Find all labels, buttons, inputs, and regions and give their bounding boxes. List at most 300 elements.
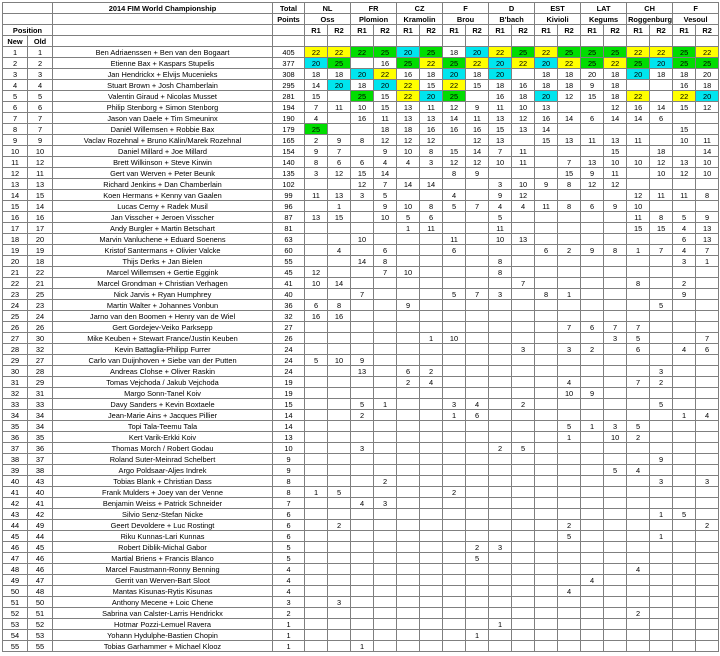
race-points bbox=[604, 289, 627, 300]
race-points bbox=[351, 553, 374, 564]
race-points: 8 bbox=[374, 256, 397, 267]
standing-row bbox=[3, 509, 719, 520]
race-points bbox=[420, 465, 443, 476]
race-points bbox=[673, 498, 696, 509]
race-points bbox=[351, 520, 374, 531]
race-points bbox=[397, 432, 420, 443]
team-name: Mantas Kisunas-Rytis Kisunas bbox=[53, 586, 273, 597]
total-points: 102 bbox=[273, 179, 305, 190]
race-points bbox=[443, 619, 466, 630]
race-points bbox=[489, 311, 512, 322]
header-blank bbox=[273, 25, 305, 36]
race-points bbox=[627, 641, 650, 652]
race-points bbox=[581, 476, 604, 487]
position-new: 6 bbox=[3, 102, 28, 113]
race-points bbox=[627, 410, 650, 421]
race-points bbox=[558, 102, 581, 113]
race-points bbox=[650, 498, 673, 509]
race-points: 22 bbox=[604, 58, 627, 69]
race-points bbox=[627, 124, 650, 135]
standing-row bbox=[3, 278, 719, 289]
race-points bbox=[466, 465, 489, 476]
race-points bbox=[627, 553, 650, 564]
race-points bbox=[489, 366, 512, 377]
race-points bbox=[489, 630, 512, 641]
race-points bbox=[351, 322, 374, 333]
race-points bbox=[535, 520, 558, 531]
race-points bbox=[466, 256, 489, 267]
race-points bbox=[558, 597, 581, 608]
race-points bbox=[512, 245, 535, 256]
position-new: 1 bbox=[3, 47, 28, 58]
position-new: 18 bbox=[3, 234, 28, 245]
race-points: 13 bbox=[328, 190, 351, 201]
race-points bbox=[305, 201, 328, 212]
race-points bbox=[397, 311, 420, 322]
race-points bbox=[328, 410, 351, 421]
position-new: 10 bbox=[3, 146, 28, 157]
team-name: Philip Stenborg + Simon Stenborg bbox=[53, 102, 273, 113]
race-points: 10 bbox=[397, 267, 420, 278]
race-points: 14 bbox=[696, 146, 719, 157]
total-points: 7 bbox=[273, 498, 305, 509]
race-points: 13 bbox=[696, 234, 719, 245]
race-points: 18 bbox=[650, 146, 673, 157]
team-name: Geert Devoldere + Luc Rostingt bbox=[53, 520, 273, 531]
race-points bbox=[512, 564, 535, 575]
race-points: 2 bbox=[305, 135, 328, 146]
race-points bbox=[650, 124, 673, 135]
race-points: 14 bbox=[604, 113, 627, 124]
race-points bbox=[374, 311, 397, 322]
race-points: 18 bbox=[466, 69, 489, 80]
header-row-4 bbox=[3, 36, 719, 47]
race-points: 3 bbox=[650, 366, 673, 377]
race-points bbox=[673, 542, 696, 553]
position-old: 55 bbox=[28, 641, 53, 652]
race-points: 7 bbox=[696, 333, 719, 344]
position-old: 18 bbox=[28, 256, 53, 267]
race-points: 10 bbox=[305, 278, 328, 289]
race-points bbox=[696, 597, 719, 608]
race-points: 9 bbox=[489, 190, 512, 201]
race-points bbox=[512, 487, 535, 498]
position-old: 20 bbox=[28, 234, 53, 245]
race-points bbox=[374, 597, 397, 608]
race-points bbox=[535, 553, 558, 564]
race-points: 2 bbox=[374, 476, 397, 487]
race-points bbox=[604, 377, 627, 388]
race-points: 22 bbox=[673, 91, 696, 102]
race-points bbox=[581, 487, 604, 498]
race-points bbox=[328, 399, 351, 410]
total-points: 10 bbox=[273, 443, 305, 454]
race-points bbox=[305, 509, 328, 520]
race-points bbox=[581, 531, 604, 542]
race-points bbox=[305, 630, 328, 641]
race-points: 10 bbox=[558, 388, 581, 399]
race-points bbox=[466, 564, 489, 575]
race-points bbox=[397, 619, 420, 630]
race-points: 11 bbox=[673, 190, 696, 201]
race-points: 1 bbox=[650, 531, 673, 542]
race-points bbox=[696, 641, 719, 652]
race-points bbox=[328, 179, 351, 190]
race-points bbox=[489, 278, 512, 289]
race-points bbox=[305, 597, 328, 608]
total-points: 4 bbox=[273, 586, 305, 597]
race-points bbox=[581, 619, 604, 630]
race-points: 13 bbox=[489, 113, 512, 124]
race-points bbox=[466, 366, 489, 377]
standing-row bbox=[3, 410, 719, 421]
team-name: Etienne Bax + Kaspars Stupelis bbox=[53, 58, 273, 69]
race-points: 3 bbox=[305, 168, 328, 179]
race-points bbox=[627, 399, 650, 410]
race-points bbox=[305, 432, 328, 443]
team-name: Tobias Blank + Christian Dass bbox=[53, 476, 273, 487]
race-points bbox=[581, 256, 604, 267]
standing-row bbox=[3, 135, 719, 146]
team-name: Hotmar Pozzi-Lemuel Ravera bbox=[53, 619, 273, 630]
race-points bbox=[443, 311, 466, 322]
race-points bbox=[351, 245, 374, 256]
race-points: 3 bbox=[351, 443, 374, 454]
race-points bbox=[581, 443, 604, 454]
race-points bbox=[466, 245, 489, 256]
race-points bbox=[351, 586, 374, 597]
race-points bbox=[627, 179, 650, 190]
position-old: 11 bbox=[28, 168, 53, 179]
race-points: 13 bbox=[673, 157, 696, 168]
race-points bbox=[673, 421, 696, 432]
race-points bbox=[443, 377, 466, 388]
race-points: 2 bbox=[328, 520, 351, 531]
race-points: 6 bbox=[420, 212, 443, 223]
race-points: 12 bbox=[305, 267, 328, 278]
race-points bbox=[489, 487, 512, 498]
race-points: 10 bbox=[328, 355, 351, 366]
race-points bbox=[489, 432, 512, 443]
race-points bbox=[696, 289, 719, 300]
race-points: 5 bbox=[650, 300, 673, 311]
race-points bbox=[397, 355, 420, 366]
race-points bbox=[420, 509, 443, 520]
race-points bbox=[305, 476, 328, 487]
race-points: 12 bbox=[443, 157, 466, 168]
standing-row bbox=[3, 256, 719, 267]
total-points: 27 bbox=[273, 322, 305, 333]
race-points: 6 bbox=[581, 201, 604, 212]
race-points bbox=[420, 168, 443, 179]
race-points bbox=[397, 575, 420, 586]
race-points bbox=[420, 432, 443, 443]
race-points: 13 bbox=[512, 234, 535, 245]
position-new: 12 bbox=[3, 168, 28, 179]
race-points bbox=[466, 267, 489, 278]
race-points bbox=[305, 366, 328, 377]
race-points bbox=[420, 388, 443, 399]
race-points: 9 bbox=[581, 245, 604, 256]
race-points bbox=[420, 454, 443, 465]
race-points bbox=[558, 124, 581, 135]
race-points: 10 bbox=[351, 102, 374, 113]
race-points bbox=[673, 267, 696, 278]
team-name: Andreas Clohse + Oliver Raskin bbox=[53, 366, 273, 377]
position-new: 31 bbox=[3, 377, 28, 388]
race-points: 22 bbox=[696, 47, 719, 58]
race-points bbox=[466, 344, 489, 355]
race-points bbox=[466, 311, 489, 322]
race-points: 11 bbox=[489, 223, 512, 234]
race-points: 4 bbox=[558, 586, 581, 597]
position-old: 38 bbox=[28, 465, 53, 476]
race-points bbox=[374, 333, 397, 344]
race-points bbox=[489, 608, 512, 619]
race-points bbox=[328, 289, 351, 300]
race-points bbox=[374, 410, 397, 421]
race-points: 1 bbox=[673, 410, 696, 421]
total-points: 45 bbox=[273, 267, 305, 278]
race-points: 4 bbox=[466, 399, 489, 410]
race-points: 4 bbox=[558, 377, 581, 388]
race-points: 4 bbox=[673, 245, 696, 256]
race-points bbox=[696, 465, 719, 476]
race-points bbox=[397, 388, 420, 399]
race-points bbox=[581, 289, 604, 300]
race-points: 3 bbox=[328, 597, 351, 608]
race-points bbox=[328, 542, 351, 553]
race-label: R2 bbox=[604, 25, 627, 36]
race-points bbox=[328, 91, 351, 102]
team-name: Martin Walter + Johannes Vonbun bbox=[53, 300, 273, 311]
race-points: 18 bbox=[604, 80, 627, 91]
race-points bbox=[374, 608, 397, 619]
race-points bbox=[512, 641, 535, 652]
race-points: 18 bbox=[535, 80, 558, 91]
total-points: 63 bbox=[273, 234, 305, 245]
race-points bbox=[696, 454, 719, 465]
standing-row bbox=[3, 553, 719, 564]
race-points bbox=[443, 212, 466, 223]
race-points bbox=[558, 619, 581, 630]
race-points: 22 bbox=[489, 47, 512, 58]
race-points bbox=[604, 531, 627, 542]
race-points bbox=[420, 278, 443, 289]
race-points bbox=[650, 322, 673, 333]
header-blank bbox=[53, 36, 273, 47]
total-points: 179 bbox=[273, 124, 305, 135]
position-new: 2 bbox=[3, 58, 28, 69]
position-new: 34 bbox=[3, 410, 28, 421]
race-points: 25 bbox=[443, 58, 466, 69]
race-points bbox=[420, 190, 443, 201]
race-points bbox=[696, 432, 719, 443]
race-points bbox=[535, 498, 558, 509]
race-points: 16 bbox=[673, 80, 696, 91]
race-points: 3 bbox=[374, 498, 397, 509]
race-points: 18 bbox=[650, 69, 673, 80]
position-new: 5 bbox=[3, 91, 28, 102]
team-name: Tomas Vejchoda / Jakub Vejchoda bbox=[53, 377, 273, 388]
race-points bbox=[489, 245, 512, 256]
race-points: 1 bbox=[397, 223, 420, 234]
race-points bbox=[535, 234, 558, 245]
position-old: 30 bbox=[28, 333, 53, 344]
race-points: 20 bbox=[627, 69, 650, 80]
race-points: 13 bbox=[581, 157, 604, 168]
race-points bbox=[420, 586, 443, 597]
race-points bbox=[420, 487, 443, 498]
race-points bbox=[328, 619, 351, 630]
race-label: R2 bbox=[696, 25, 719, 36]
race-points: 18 bbox=[489, 80, 512, 91]
race-points bbox=[443, 322, 466, 333]
header-blank bbox=[3, 3, 53, 14]
race-points: 18 bbox=[328, 69, 351, 80]
race-points: 16 bbox=[397, 69, 420, 80]
position-new: 28 bbox=[3, 344, 28, 355]
race-points bbox=[466, 388, 489, 399]
race-points bbox=[443, 531, 466, 542]
race-points bbox=[604, 410, 627, 421]
race-points bbox=[489, 586, 512, 597]
race-points bbox=[627, 597, 650, 608]
position-new: 41 bbox=[3, 487, 28, 498]
team-name: Gerrit van Werven-Bart Sloot bbox=[53, 575, 273, 586]
team-name: Davy Sanders + Kevin Boxtaele bbox=[53, 399, 273, 410]
total-points: 194 bbox=[273, 102, 305, 113]
race-points bbox=[351, 619, 374, 630]
race-points: 4 bbox=[420, 377, 443, 388]
race-points bbox=[351, 201, 374, 212]
standing-row bbox=[3, 454, 719, 465]
race-points bbox=[581, 377, 604, 388]
race-points: 9 bbox=[581, 80, 604, 91]
race-points bbox=[535, 454, 558, 465]
position-new: 35 bbox=[3, 421, 28, 432]
race-points bbox=[535, 399, 558, 410]
race-points bbox=[512, 520, 535, 531]
position-old: 33 bbox=[28, 399, 53, 410]
race-points bbox=[512, 212, 535, 223]
race-points: 7 bbox=[558, 322, 581, 333]
race-points bbox=[443, 564, 466, 575]
race-points bbox=[397, 498, 420, 509]
race-points bbox=[443, 300, 466, 311]
race-points bbox=[696, 366, 719, 377]
race-points: 3 bbox=[443, 399, 466, 410]
race-points bbox=[489, 410, 512, 421]
race-points: 25 bbox=[374, 47, 397, 58]
race-points: 7 bbox=[351, 289, 374, 300]
race-points bbox=[696, 267, 719, 278]
race-points bbox=[627, 146, 650, 157]
standing-row bbox=[3, 47, 719, 58]
header-position: Position bbox=[3, 25, 53, 36]
sheet-title: 2014 FIM World Championship bbox=[53, 3, 273, 14]
position-new: 46 bbox=[3, 542, 28, 553]
race-points bbox=[627, 300, 650, 311]
race-points: 14 bbox=[650, 102, 673, 113]
race-points bbox=[650, 641, 673, 652]
race-points bbox=[581, 454, 604, 465]
race-points bbox=[581, 311, 604, 322]
race-points bbox=[627, 509, 650, 520]
standing-row bbox=[3, 531, 719, 542]
total-points: 2 bbox=[273, 608, 305, 619]
position-new: 11 bbox=[3, 157, 28, 168]
race-points bbox=[305, 553, 328, 564]
race-points bbox=[604, 520, 627, 531]
race-points bbox=[673, 300, 696, 311]
race-points bbox=[512, 168, 535, 179]
race-points bbox=[466, 234, 489, 245]
team-name: Thijs Derks + Jan Bielen bbox=[53, 256, 273, 267]
race-points bbox=[558, 399, 581, 410]
team-name: Robert Diblik-Michal Gabor bbox=[53, 542, 273, 553]
team-name: Carlo van Duijnhoven + Siebe van der Putten bbox=[53, 355, 273, 366]
race-points bbox=[696, 179, 719, 190]
race-points bbox=[328, 564, 351, 575]
race-points bbox=[443, 267, 466, 278]
race-label: R2 bbox=[420, 25, 443, 36]
race-points: 18 bbox=[558, 69, 581, 80]
race-points: 8 bbox=[535, 289, 558, 300]
race-points bbox=[650, 564, 673, 575]
race-points: 11 bbox=[627, 135, 650, 146]
race-points bbox=[397, 641, 420, 652]
position-old: 10 bbox=[28, 146, 53, 157]
race-points bbox=[397, 509, 420, 520]
position-old: 28 bbox=[28, 366, 53, 377]
race-points bbox=[328, 333, 351, 344]
race-points bbox=[374, 366, 397, 377]
position-new: 15 bbox=[3, 201, 28, 212]
standing-row bbox=[3, 168, 719, 179]
race-points bbox=[558, 608, 581, 619]
team-name: Argo Poldsaar-Aljes Indrek bbox=[53, 465, 273, 476]
race-points bbox=[673, 487, 696, 498]
race-points: 5 bbox=[374, 190, 397, 201]
race-points bbox=[604, 608, 627, 619]
standing-row bbox=[3, 421, 719, 432]
race-points bbox=[466, 432, 489, 443]
race-points bbox=[604, 630, 627, 641]
total-points: 8 bbox=[273, 487, 305, 498]
race-points: 5 bbox=[489, 212, 512, 223]
race-points bbox=[535, 311, 558, 322]
position-new: 25 bbox=[3, 311, 28, 322]
race-points bbox=[558, 575, 581, 586]
race-points: 1 bbox=[650, 509, 673, 520]
position-old: 44 bbox=[28, 531, 53, 542]
race-points: 9 bbox=[466, 102, 489, 113]
position-new: 51 bbox=[3, 597, 28, 608]
race-points: 20 bbox=[328, 80, 351, 91]
race-points bbox=[535, 322, 558, 333]
race-points bbox=[673, 476, 696, 487]
race-points bbox=[558, 542, 581, 553]
position-old: 6 bbox=[28, 102, 53, 113]
race-points: 4 bbox=[627, 564, 650, 575]
position-old: 7 bbox=[28, 124, 53, 135]
race-points bbox=[420, 564, 443, 575]
race-points bbox=[328, 443, 351, 454]
race-points: 16 bbox=[443, 124, 466, 135]
race-points bbox=[328, 267, 351, 278]
team-name: Thomas Morch / Robert Godau bbox=[53, 443, 273, 454]
